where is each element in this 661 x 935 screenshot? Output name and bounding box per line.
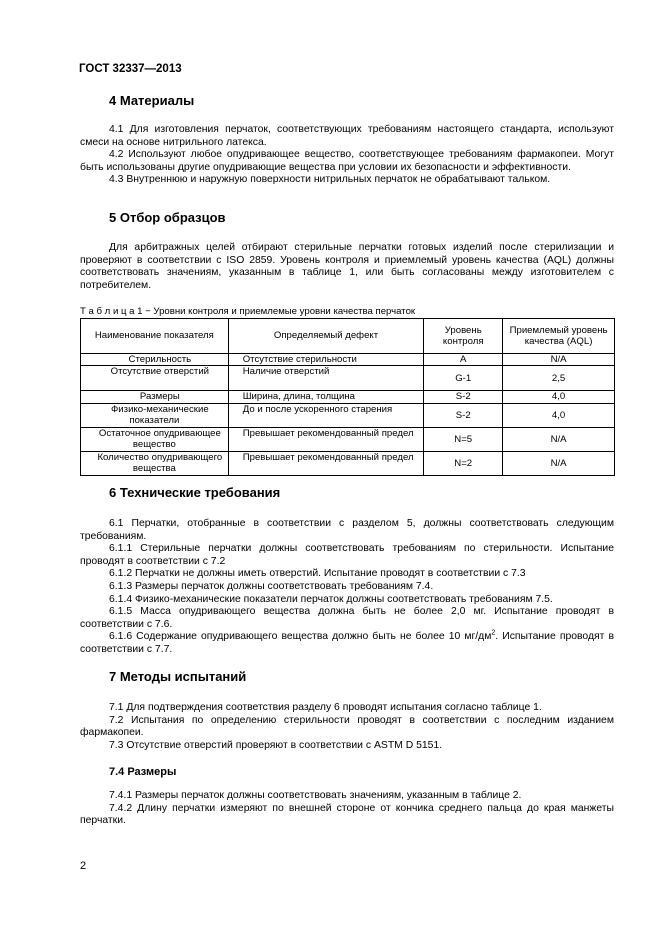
- table-1: [80, 318, 615, 476]
- cell-indicator: Стерильность: [81, 354, 229, 366]
- para-7-1: 7.1 Для подтверждения соответствия разделу 6 проводят испытания согласно таблице 1.: [109, 702, 542, 713]
- para-6-1-1: 6.1.1 Стерильные перчатки должны соответствовать требованиям по стерильности. Испытание проводят в соответствии с 7.2: [80, 543, 614, 567]
- para-7-2: 7.2 Испытания по определению стерильности проводят в соответствии с последним изданием фармакопеи.: [80, 714, 614, 739]
- cell-defect: Превышает рекомендованный предел: [228, 451, 424, 475]
- para-4-2: 4.2 Используют любое опудривающее вещество, соответствующее требованиям фармакопеи. Могут быть использованы другие опудривающие вещества при условии их безопасности и эффективности.: [80, 149, 614, 173]
- cell-defect: Ширина, длина, толщина: [228, 391, 424, 403]
- cell-defect: Превышает рекомендованный предел: [228, 427, 424, 451]
- para-6-1: 6.1 Перчатки, отобранные в соответствии с разделом 5, должны соответствовать следующим требованиям.: [80, 518, 614, 542]
- cell-defect: До и после ускоренного старения: [228, 403, 424, 427]
- cell-aql: N/A: [503, 451, 615, 475]
- table-row: [81, 451, 615, 475]
- para-4-3: 4.3 Внутреннюю и наружную поверхности нитрильных перчаток не обрабатывают тальком.: [109, 174, 551, 186]
- para-5-1: Для арбитражных целей отбирают стерильные перчатки готовых изделий после стерилизации и проверяют в соответствии с ISO 2859. Уровень контроля и приемлемый уровень качества (AQL) должны соответствовать значениям, указанным в таблице 1, или быть согласованы между изготовителем с потребителем.: [80, 242, 614, 291]
- cell-aql: 4,0: [503, 391, 615, 403]
- section-7-body: [80, 702, 614, 752]
- cell-defect: Наличие отверстий: [228, 366, 424, 391]
- cell-aql: 2,5: [503, 366, 615, 391]
- standard-header: ГОСТ 32337—2013: [79, 63, 182, 75]
- col-header-defect: Определяемый дефект: [228, 319, 424, 354]
- section-5-title: 5 Отбор образцов: [109, 210, 226, 225]
- para-4-1: 4.1 Для изготовления перчаток, соответствующих требованиям настоящего стандарта, используют смеси на основе нитрильного латекса.: [80, 124, 614, 148]
- table-row: [81, 427, 615, 451]
- section-4-body: [80, 124, 614, 187]
- para-7-4-2: 7.4.2 Длину перчатки измеряют по внешней стороне от кончика среднего пальца до края манжеты перчатки.: [80, 802, 614, 827]
- section-7-title: 7 Методы испытаний: [109, 669, 247, 684]
- para-7-4-1: 7.4.1 Размеры перчаток должны соответствовать значениям, указанным в таблице 2.: [109, 790, 522, 801]
- cell-indicator: Размеры: [81, 391, 229, 403]
- section-6-body: [80, 518, 614, 657]
- table-1-caption: Т а б л и ц а 1 − Уровни контроля и приемлемые уровни качества перчаток: [80, 306, 416, 317]
- para-6-1-6-text: 6.1.6 Содержание опудривающего вещества должно быть не более 10 мг/дм: [109, 631, 492, 643]
- cell-control-level: S-2: [424, 391, 503, 403]
- cell-indicator: Отсутствие отверстий: [81, 366, 229, 391]
- para-6-1-6: [80, 631, 614, 656]
- section-4-title: 4 Материалы: [109, 93, 195, 108]
- table-row: [81, 403, 615, 427]
- cell-indicator: Физико-механические показатели: [81, 403, 229, 427]
- cell-aql: N/A: [503, 354, 615, 366]
- para-6-1-5: 6.1.5 Масса опудривающего вещества должна быть не более 2,0 мг. Испытание проводят в соответствии с 7.6.: [80, 606, 614, 630]
- cell-control-level: N=2: [424, 451, 503, 475]
- para-7-3: 7.3 Отсутствие отверстий проверяют в соответствии с ASTM D 5151.: [109, 739, 443, 751]
- superscript-2: 2: [491, 629, 496, 637]
- cell-defect: Отсутствие стерильности: [228, 354, 424, 366]
- cell-indicator: Количество опудривающего вещества: [81, 451, 229, 475]
- table-row: [81, 354, 615, 366]
- para-6-1-6-tail: . Испытание проводят в соответствии с 7.7.: [80, 631, 615, 655]
- cell-aql: 4,0: [503, 403, 615, 427]
- section-7-4-body: [80, 790, 614, 828]
- para-6-1-4: 6.1.4 Физико-механические показатели перчаток должны соответствовать требованиям 7.5.: [109, 593, 553, 605]
- cell-control-level: A: [424, 354, 503, 366]
- col-header-control-level: Уровень контроля: [424, 319, 503, 354]
- page-number: 2: [80, 860, 87, 872]
- section-6-title: 6 Технические требования: [109, 485, 281, 500]
- cell-control-level: G-1: [424, 366, 503, 391]
- table-row: [81, 366, 615, 391]
- cell-control-level: S-2: [424, 403, 503, 427]
- para-6-1-2: 6.1.2 Перчатки не должны иметь отверстий. Испытание проводят в соответствии с 7.3: [109, 568, 526, 580]
- table-row: [81, 391, 615, 403]
- table-header-row: [81, 319, 615, 354]
- col-header-aql: Приемлемый уровень качества (AQL): [503, 319, 615, 354]
- section-5-body: [80, 242, 614, 292]
- section-7-4-title: 7.4 Размеры: [109, 766, 177, 778]
- cell-aql: N/A: [503, 427, 615, 451]
- para-6-1-3: 6.1.3 Размеры перчаток должны соответствовать требованиям 7.4.: [109, 580, 434, 592]
- cell-indicator: Остаточное опудривающее вещество: [81, 427, 229, 451]
- col-header-indicator: Наименование показателя: [81, 319, 229, 354]
- cell-control-level: N=5: [424, 427, 503, 451]
